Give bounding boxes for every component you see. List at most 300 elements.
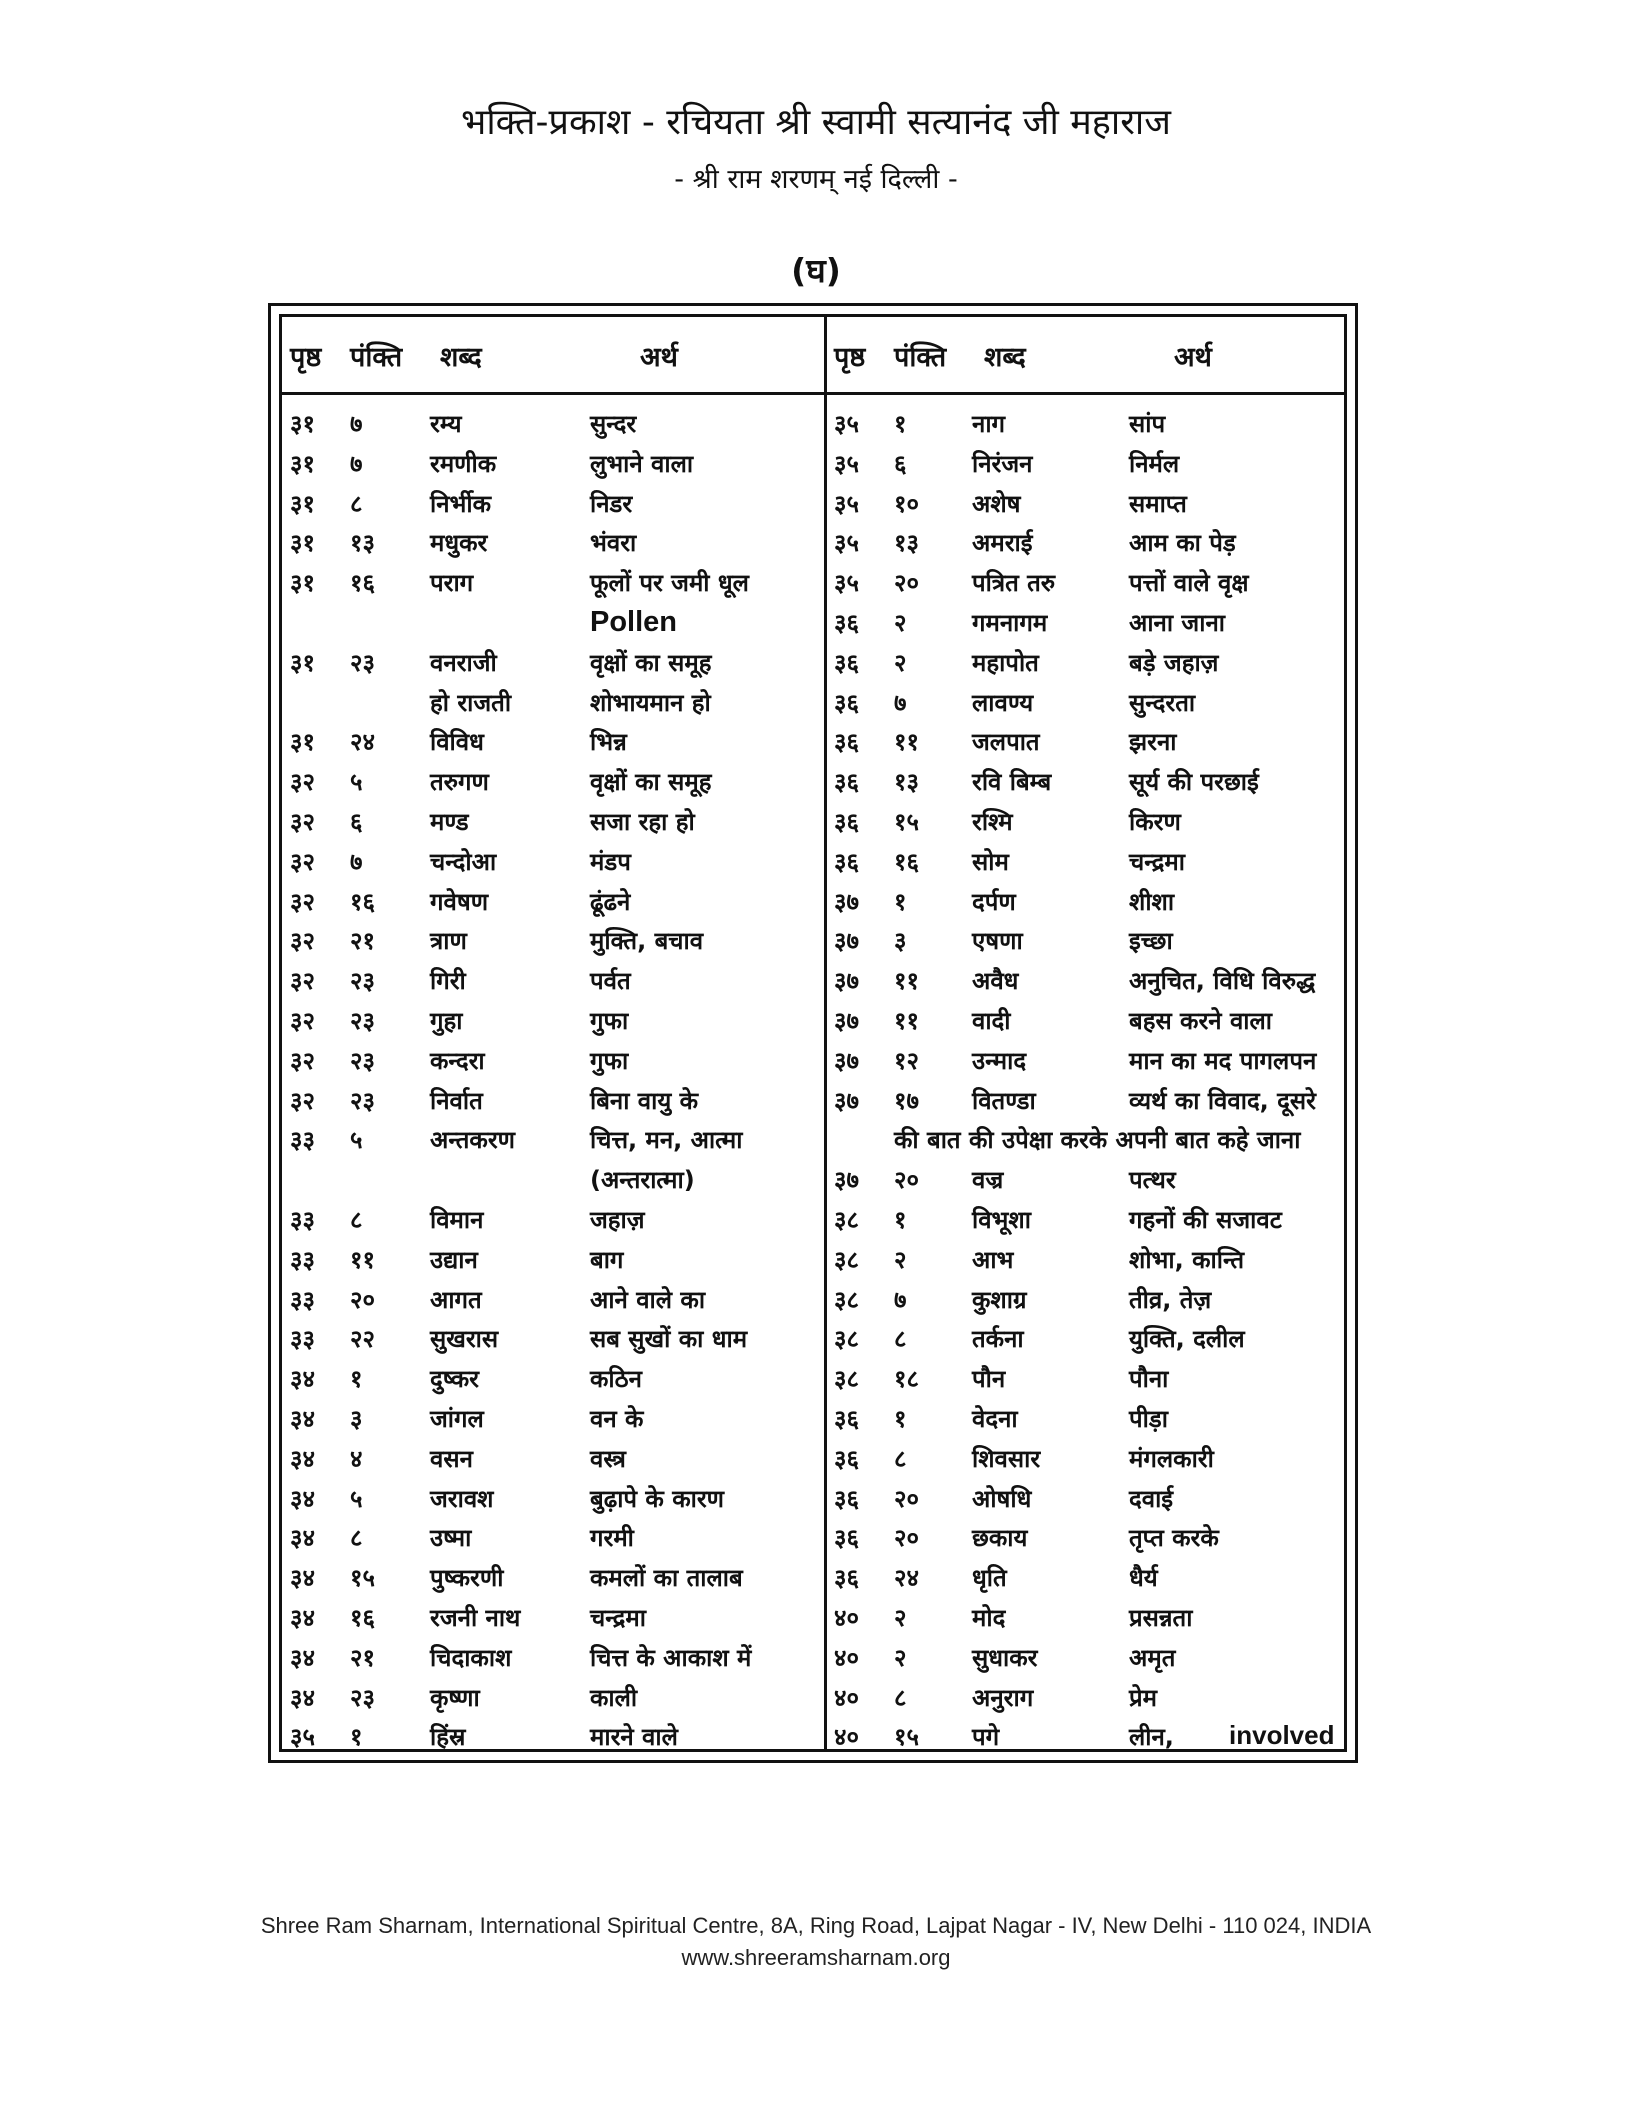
page-cell: ३२: [290, 887, 315, 916]
meaning-cell: पर्वत: [590, 967, 631, 996]
column-divider: [824, 317, 827, 1749]
meaning-cell: सुन्दर: [590, 410, 637, 438]
table-row: [834, 920, 1359, 960]
header-line: पंक्ति: [894, 342, 947, 373]
table-row: [290, 1597, 820, 1637]
page-cell: ३२: [290, 1086, 315, 1115]
table-row: [290, 403, 820, 443]
table-row: [834, 522, 1359, 562]
table-row: [290, 761, 820, 801]
table-row: [290, 801, 820, 841]
word-cell: पराग: [430, 569, 474, 598]
table-row: [834, 403, 1359, 443]
table-row: [290, 1000, 820, 1040]
word-cell: धृति: [972, 1564, 1007, 1593]
page-cell: ३५: [834, 569, 859, 598]
meaning-cell: सूर्य की परछाई: [1129, 768, 1259, 797]
table-row: [834, 841, 1359, 881]
word-cell: महापोत: [972, 648, 1039, 677]
meaning-cell: चन्द्रमा: [1129, 847, 1185, 876]
page-cell: ३६: [834, 1444, 859, 1473]
word-cell: वेदना: [972, 1404, 1018, 1433]
page-cell: ३३: [290, 1325, 315, 1354]
meaning-cell: पत्तों वाले वृक्ष: [1129, 569, 1249, 598]
word-cell: एषणा: [972, 927, 1023, 956]
meaning-cell: तृप्त करके: [1129, 1524, 1219, 1553]
word-cell: अन्तकरण: [430, 1126, 516, 1155]
word-cell: विविध: [430, 728, 484, 757]
table-row: [290, 1279, 820, 1319]
word-cell: निर्वात: [430, 1086, 483, 1115]
line-cell: ११: [894, 728, 919, 757]
line-cell: २: [894, 1603, 907, 1632]
word-cell: उद्यान: [430, 1245, 478, 1274]
page-cell: ३६: [834, 847, 859, 876]
table-row: [290, 642, 820, 682]
table-row: [834, 1119, 1359, 1159]
table-row: [290, 1040, 820, 1080]
table-row: [290, 443, 820, 483]
table-header-right: [834, 317, 1359, 392]
page-cell: ३३: [290, 1126, 315, 1155]
left-rows: [290, 403, 820, 1756]
line-cell: ३: [894, 927, 907, 956]
line-cell: २३: [350, 1683, 375, 1712]
header-rule: [282, 392, 1344, 395]
word-cell: विभूशा: [972, 1205, 1031, 1234]
page-cell: ३४: [290, 1564, 315, 1593]
right-rows: [834, 403, 1359, 1756]
word-cell: गमनागम: [972, 608, 1048, 637]
table-row: [834, 1080, 1359, 1120]
table-row: [290, 1677, 820, 1717]
meaning-cell: गुफा: [590, 1046, 629, 1075]
page-cell: ३५: [834, 449, 859, 478]
line-cell: ६: [894, 449, 907, 478]
page-cell: ३२: [290, 927, 315, 956]
page-cell: ३७: [834, 1166, 859, 1195]
word-cell: पत्रित तरु: [972, 569, 1056, 598]
table-row: [290, 1080, 820, 1120]
meaning-cell: प्रेम: [1129, 1683, 1158, 1712]
table-row: [290, 1398, 820, 1438]
table-row: [290, 1159, 820, 1199]
meaning-cell: दवाई: [1129, 1484, 1174, 1513]
meaning-cell: अनुचित, विधि विरुद्ध: [1129, 967, 1316, 996]
table-row: [290, 841, 820, 881]
line-cell: २: [894, 1643, 907, 1672]
line-cell: ७: [350, 449, 363, 478]
word-cell: दुष्कर: [430, 1365, 479, 1394]
page-cell: ३६: [834, 608, 859, 637]
line-cell: २३: [350, 1046, 375, 1075]
line-cell: १६: [350, 887, 375, 916]
table-row: [834, 602, 1359, 642]
table-row: [834, 1677, 1359, 1717]
meaning-cell: लुभाने वाला: [590, 449, 694, 478]
word-cell: हिंस्र: [430, 1723, 466, 1752]
meaning-cell: गुफा: [590, 1006, 629, 1035]
meaning-cell: वृक्षों का समूह: [590, 768, 712, 797]
page-cell: ३६: [834, 1524, 859, 1553]
line-cell: ८: [350, 489, 363, 518]
line-cell: ८: [350, 1205, 363, 1234]
page-cell: ३१: [290, 569, 315, 598]
line-cell: ११: [894, 1006, 919, 1035]
meaning-cell: सुन्दरता: [1129, 688, 1196, 717]
table-row: [290, 1438, 820, 1478]
meaning-cell: कठिन: [590, 1365, 642, 1394]
line-cell: २४: [350, 728, 375, 757]
line-cell: ८: [350, 1524, 363, 1553]
meaning-cell: जहाज़: [590, 1205, 645, 1234]
page-cell: ३३: [290, 1285, 315, 1314]
word-cell: जांगल: [430, 1404, 484, 1433]
word-cell: पुष्करणी: [430, 1564, 504, 1593]
line-cell: ५: [350, 768, 363, 797]
meaning-cell: मंडप: [590, 847, 631, 876]
page-cell: ३४: [290, 1603, 315, 1632]
page-cell: ३३: [290, 1205, 315, 1234]
meaning-cell: आने वाले का: [590, 1285, 706, 1314]
table-row: [834, 1557, 1359, 1597]
word-cell: हो राजती: [430, 688, 512, 717]
line-cell: १६: [350, 1603, 375, 1632]
word-cell: कुशाग्र: [972, 1285, 1027, 1314]
word-cell: कन्दरा: [430, 1046, 485, 1075]
line-cell: २: [894, 1245, 907, 1274]
word-cell: कृष्णा: [430, 1683, 480, 1712]
word-cell: तरुगण: [430, 768, 489, 797]
line-cell: ७: [894, 688, 907, 717]
meaning-cell: झरना: [1129, 728, 1177, 757]
line-cell: ४: [350, 1444, 363, 1473]
table-row: [834, 1438, 1359, 1478]
header-word: शब्द: [440, 342, 482, 373]
page-cell: ३१: [290, 410, 315, 438]
table-row: [834, 1040, 1359, 1080]
table-row: [834, 1597, 1359, 1637]
page-cell: ३६: [834, 1484, 859, 1513]
meaning-english: involved: [1229, 1720, 1335, 1751]
line-cell: १: [894, 1205, 907, 1234]
page-cell: ४०: [834, 1643, 859, 1672]
section-letter: (घ): [791, 251, 841, 290]
page-cell: ३२: [290, 807, 315, 836]
page-cell: ३४: [290, 1683, 315, 1712]
meaning-cell: कमलों का तालाब: [590, 1564, 743, 1593]
table-row: [834, 1358, 1359, 1398]
meaning-cell: वन के: [590, 1404, 644, 1433]
word-cell: पौन: [972, 1365, 1006, 1394]
page-cell: ४०: [834, 1723, 859, 1752]
table-row: [290, 960, 820, 1000]
line-cell: ७: [894, 1285, 907, 1314]
word-cell: ओषधि: [972, 1484, 1032, 1513]
page-cell: ३८: [834, 1245, 859, 1274]
table-row: [834, 1517, 1359, 1557]
word-cell: मण्ड: [430, 807, 469, 836]
word-cell: रश्मि: [972, 807, 1013, 836]
word-cell: सुधाकर: [972, 1643, 1038, 1672]
meaning-cell: लीन,: [1129, 1723, 1174, 1752]
meaning-cell: मुक्ति, बचाव: [590, 927, 704, 956]
meaning-cell: धैर्य: [1129, 1564, 1158, 1593]
meaning-cell: बहस करने वाला: [1129, 1006, 1272, 1035]
line-cell: २१: [350, 927, 375, 956]
table-row: [290, 1318, 820, 1358]
word-cell: वज्र: [972, 1166, 1004, 1195]
page-cell: ४०: [834, 1603, 859, 1632]
page-cell: ३६: [834, 688, 859, 717]
word-cell: चन्दोआ: [430, 847, 497, 876]
table-row: [834, 562, 1359, 602]
footer-address: Shree Ram Sharnam, International Spiritual Centre, 8A, Ring Road, Lajpat Nagar - IV, New Delhi - 110 024, INDIA: [260, 1913, 1372, 1938]
page-cell: ३१: [290, 529, 315, 558]
meaning-cell: भिन्न: [590, 728, 627, 757]
page-cell: ३४: [290, 1365, 315, 1394]
page-cell: ३१: [290, 728, 315, 757]
word-cell: गुहा: [430, 1006, 463, 1035]
line-cell: ८: [894, 1683, 907, 1712]
meaning-cell: युक्ति, दलील: [1129, 1325, 1245, 1354]
table-row: [834, 682, 1359, 722]
table-row: [834, 1478, 1359, 1518]
word-cell: अशेष: [972, 489, 1021, 518]
page-cell: ३७: [834, 1006, 859, 1035]
page-cell: ३५: [290, 1723, 315, 1752]
meaning-cell: किरण: [1129, 807, 1181, 836]
page-cell: ३२: [290, 1046, 315, 1075]
footer-website[interactable]: www.shreeramsharnam.org: [681, 1945, 951, 1970]
table-row: [290, 1557, 820, 1597]
word-cell: चिदाकाश: [430, 1643, 512, 1672]
word-cell: जरावश: [430, 1484, 494, 1513]
line-cell: ६: [350, 807, 363, 836]
line-cell: २२: [350, 1325, 375, 1354]
meaning-cell: चन्द्रमा: [590, 1603, 646, 1632]
page-title: भक्ति-प्रकाश - रचियता श्री स्वामी सत्यानंद जी महाराज: [461, 102, 1171, 143]
table-row: [290, 881, 820, 921]
meaning-cell: भंवरा: [590, 529, 637, 558]
meaning-cell: चित्त, मन, आत्मा: [590, 1126, 743, 1155]
word-cell: वितण्डा: [972, 1086, 1036, 1115]
table-row: [290, 1239, 820, 1279]
meaning-cell: सजा रहा हो: [590, 807, 695, 836]
meaning-cell: सब सुखों का धाम: [590, 1325, 748, 1354]
word-cell: विमान: [430, 1205, 484, 1234]
word-cell: वादी: [972, 1006, 1011, 1035]
table-row: [834, 1716, 1359, 1756]
line-cell: २०: [894, 1166, 919, 1195]
table-row: [834, 1637, 1359, 1677]
table-row: [834, 642, 1359, 682]
meaning-cell: Pollen: [590, 605, 678, 638]
line-cell: १६: [350, 569, 375, 598]
table-row: [290, 1637, 820, 1677]
word-cell: पगे: [972, 1723, 1000, 1752]
word-cell: अवैध: [972, 967, 1019, 996]
meaning-cell: मंगलकारी: [1129, 1444, 1214, 1473]
page-cell: ३६: [834, 1564, 859, 1593]
page-cell: ३४: [290, 1524, 315, 1553]
page-cell: ३६: [834, 768, 859, 797]
word-cell: जलपात: [972, 728, 1040, 757]
table-row: [290, 682, 820, 722]
line-cell: १: [894, 410, 907, 438]
line-cell: २१: [350, 1643, 375, 1672]
header-meaning: अर्थ: [640, 342, 678, 373]
page-cell: ३४: [290, 1404, 315, 1433]
line-cell: १: [894, 887, 907, 916]
meaning-cell: बड़े जहाज़: [1129, 648, 1219, 677]
meaning-cell: शोभा, कान्ति: [1129, 1245, 1245, 1274]
meaning-cell: अमृत: [1129, 1643, 1176, 1672]
page-cell: ३१: [290, 489, 315, 518]
page-cell: ३२: [290, 967, 315, 996]
meaning-cell: तीव्र, तेज़: [1129, 1285, 1212, 1314]
meaning-cell: काली: [590, 1683, 638, 1712]
table-row: [834, 1279, 1359, 1319]
meaning-cell: व्यर्थ का विवाद, दूसरे: [1129, 1086, 1316, 1115]
page-cell: ३६: [834, 648, 859, 677]
meaning-cell: वृक्षों का समूह: [590, 648, 712, 677]
table-row: [834, 1000, 1359, 1040]
word-cell: अनुराग: [972, 1683, 1034, 1712]
table-row: [834, 483, 1359, 523]
table-row: [290, 483, 820, 523]
line-cell: ७: [350, 410, 363, 438]
table-header-left: [290, 317, 820, 392]
meaning-cell: पीड़ा: [1129, 1404, 1168, 1433]
page-cell: ३४: [290, 1484, 315, 1513]
page-cell: ३१: [290, 449, 315, 478]
table-row: [290, 1716, 820, 1756]
line-cell: ७: [350, 847, 363, 876]
word-cell: आभ: [972, 1245, 1014, 1274]
table-row: [834, 1199, 1359, 1239]
word-cell: रमणीक: [430, 449, 497, 478]
table-row: [290, 721, 820, 761]
word-cell: सोम: [972, 847, 1009, 876]
meaning-cell: बाग: [590, 1245, 624, 1274]
word-cell: गिरी: [430, 967, 466, 996]
meaning-cell: शोभायमान हो: [590, 688, 711, 717]
header-word: शब्द: [984, 342, 1026, 373]
table-row: [834, 761, 1359, 801]
word-cell: मधुकर: [430, 529, 488, 558]
table-row: [290, 920, 820, 960]
table-row: [290, 1478, 820, 1518]
word-cell: त्राण: [430, 927, 467, 956]
word-cell: अमराई: [972, 529, 1033, 558]
page-cell: ३८: [834, 1205, 859, 1234]
line-cell: ८: [894, 1325, 907, 1354]
word-cell: नाग: [972, 410, 1006, 438]
line-cell: २०: [350, 1285, 375, 1314]
meaning-cell: आम का पेड़: [1129, 529, 1236, 558]
line-cell: १६: [894, 847, 919, 876]
meaning-cell: पत्थर: [1129, 1166, 1176, 1195]
page-cell: ३८: [834, 1365, 859, 1394]
meaning-cell: मान का मद पागलपन: [1129, 1046, 1317, 1075]
line-cell: १५: [350, 1564, 375, 1593]
word-cell: आगत: [430, 1285, 482, 1314]
page-cell: ३२: [290, 847, 315, 876]
meaning-cell: इच्छा: [1129, 927, 1173, 956]
table-row: [834, 443, 1359, 483]
word-cell: सुखरास: [430, 1325, 499, 1354]
line-cell: १३: [894, 529, 919, 558]
page-cell: ३२: [290, 768, 315, 797]
line-cell: ११: [894, 967, 919, 996]
line-cell: ३: [350, 1404, 363, 1433]
table-row: [290, 1358, 820, 1398]
line-cell: २: [894, 648, 907, 677]
page-cell: ३४: [290, 1643, 315, 1672]
line-cell: २३: [350, 648, 375, 677]
line-cell: १: [350, 1723, 363, 1752]
table-row: [290, 562, 820, 602]
page-cell: ३७: [834, 967, 859, 996]
word-cell: गवेषण: [430, 887, 489, 916]
word-cell: छकाय: [972, 1524, 1028, 1553]
header-page: पृष्ठ: [290, 342, 322, 373]
table-row: [834, 881, 1359, 921]
table-row: [834, 801, 1359, 841]
page-cell: ३८: [834, 1325, 859, 1354]
line-cell: १: [350, 1365, 363, 1394]
meaning-cell: प्रसन्नता: [1129, 1603, 1193, 1632]
line-cell: ५: [350, 1126, 363, 1155]
table-row: [834, 1239, 1359, 1279]
table-row: [834, 1159, 1359, 1199]
page-cell: ३५: [834, 489, 859, 518]
meaning-cell: आना जाना: [1129, 608, 1225, 637]
meaning-cell: ढूंढने: [590, 887, 631, 916]
meaning-cell: निडर: [590, 489, 633, 518]
line-cell: ११: [350, 1245, 375, 1274]
line-cell: १३: [894, 768, 919, 797]
line-cell: ५: [350, 1484, 363, 1513]
word-cell: मोद: [972, 1603, 1006, 1632]
line-cell: १३: [350, 529, 375, 558]
line-cell: १८: [894, 1365, 919, 1394]
word-cell: निरंजन: [972, 449, 1033, 478]
word-cell: वसन: [430, 1444, 473, 1473]
word-cell: शिवसार: [972, 1444, 1041, 1473]
table-row: [290, 1119, 820, 1159]
meaning-continuation: की बात की उपेक्षा करके अपनी बात कहे जाना: [894, 1126, 1301, 1155]
page-cell: ३६: [834, 728, 859, 757]
header-line: पंक्ति: [350, 342, 403, 373]
meaning-cell: समाप्त: [1129, 489, 1187, 518]
meaning-cell: (अन्तरात्मा): [590, 1166, 695, 1195]
meaning-cell: वस्त्र: [590, 1444, 626, 1473]
line-cell: ८: [894, 1444, 907, 1473]
page-cell: ३१: [290, 648, 315, 677]
line-cell: १७: [894, 1086, 919, 1115]
header-meaning: अर्थ: [1174, 342, 1212, 373]
line-cell: २०: [894, 569, 919, 598]
meaning-cell: गरमी: [590, 1524, 634, 1553]
word-cell: उष्मा: [430, 1524, 472, 1553]
page-cell: ३४: [290, 1444, 315, 1473]
meaning-cell: शीशा: [1129, 887, 1175, 916]
line-cell: १५: [894, 807, 919, 836]
page-cell: ३५: [834, 410, 859, 438]
line-cell: १०: [894, 489, 919, 518]
